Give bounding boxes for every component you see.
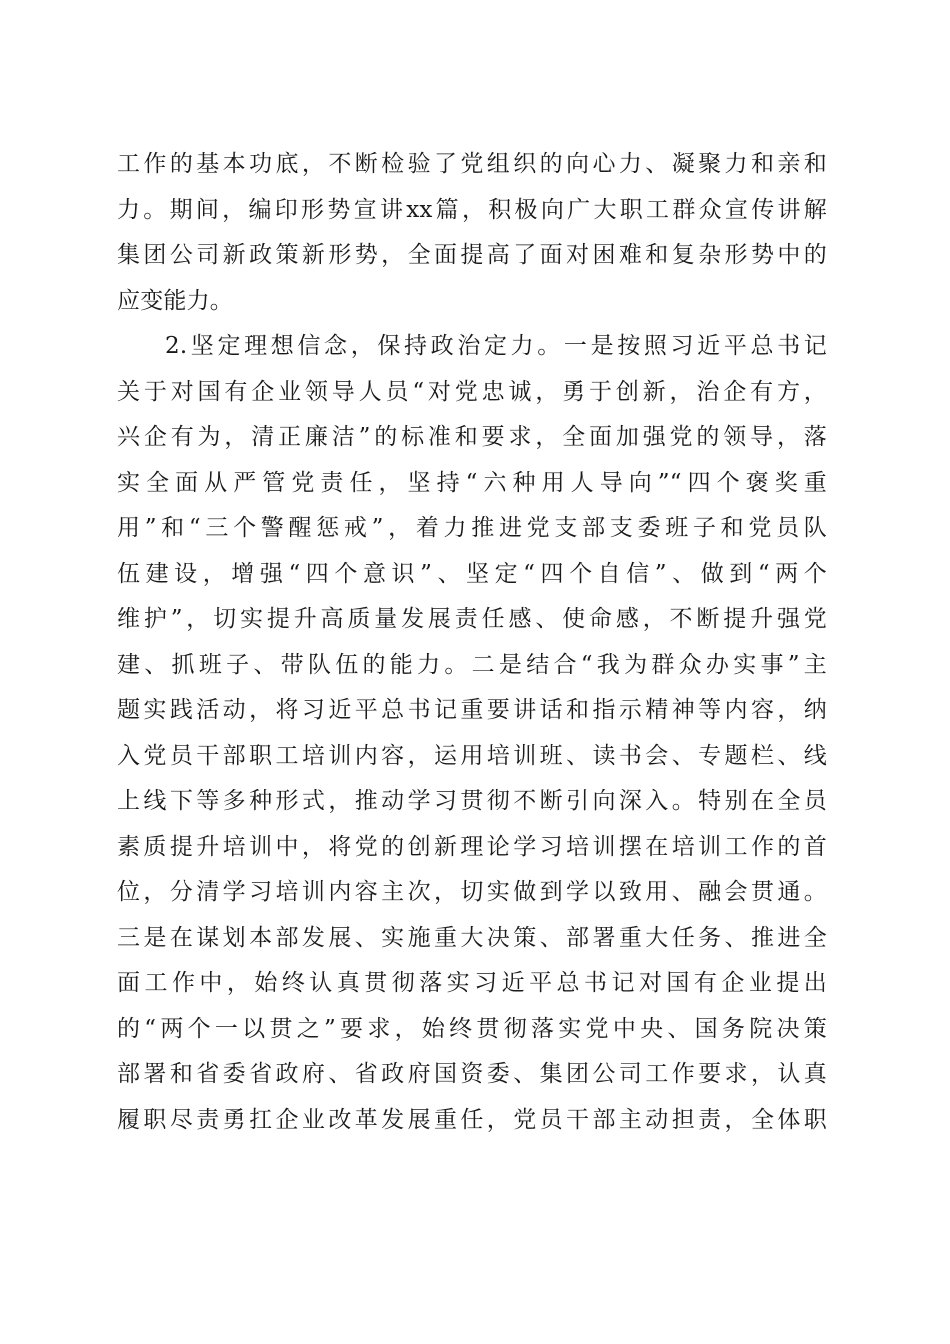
text-line: 维护”，切实提升高质量发展责任感、使命感，不断提升强党	[117, 606, 827, 632]
text-line: 关于对国有企业领导人员“对党忠诚，勇于创新，治企有方，	[117, 378, 827, 405]
text-line: 题实践活动，将习近平总书记重要讲话和指示精神等内容，纳	[117, 697, 827, 723]
text-line: 三是在谋划本部发展、实施重大决策、部署重大任务、推进全	[117, 924, 827, 951]
text-line: 的“两个一以贯之”要求，始终贯彻落实党中央、国务院决策	[117, 1015, 827, 1042]
text-line: 部署和省委省政府、省政府国资委、集团公司工作要求，认真	[117, 1061, 827, 1087]
text-line: 集团公司新政策新形势，全面提高了面对困难和复杂形势中的	[117, 242, 827, 268]
text-line: 力。期间，编印形势宣讲xx篇，积极向广大职工群众宣传讲解	[117, 196, 827, 223]
text-line: 用”和“三个警醒惩戒”，着力推进党支部支委班子和党员队	[117, 515, 827, 541]
text-line: 建、抓班子、带队伍的能力。二是结合“我为群众办实事”主	[117, 651, 827, 678]
text-line: 工作的基本功底，不断检验了党组织的向心力、凝聚力和亲和	[117, 151, 827, 177]
text-line: 面工作中，始终认真贯彻落实习近平总书记对国有企业提出	[117, 970, 827, 996]
text-line: 应变能力。	[117, 287, 233, 314]
text-line: 入党员干部职工培训内容，运用培训班、读书会、专题栏、线	[117, 742, 827, 769]
text-line: 兴企有为，清正廉洁”的标准和要求，全面加强党的领导，落	[117, 424, 827, 450]
text-line: 伍建设，增强“四个意识”、坚定“四个自信”、做到“两个	[117, 560, 827, 587]
document-body	[117, 142, 827, 1143]
text-line: 2.坚定理想信念，保持政治定力。一是按照习近平总书记	[165, 333, 827, 359]
text-line: 实全面从严管党责任，坚持“六种用人导向”“四个褒奖重	[117, 469, 827, 496]
text-line: 上线下等多种形式，推动学习贯彻不断引向深入。特别在全员	[117, 788, 827, 814]
text-line: 素质提升培训中，将党的创新理论学习培训摆在培训工作的首	[117, 833, 827, 860]
text-line: 位，分清学习培训内容主次，切实做到学以致用、融会贯通。	[117, 879, 827, 905]
text-line: 履职尽责勇扛企业改革发展重任，党员干部主动担责，全体职	[117, 1106, 827, 1133]
